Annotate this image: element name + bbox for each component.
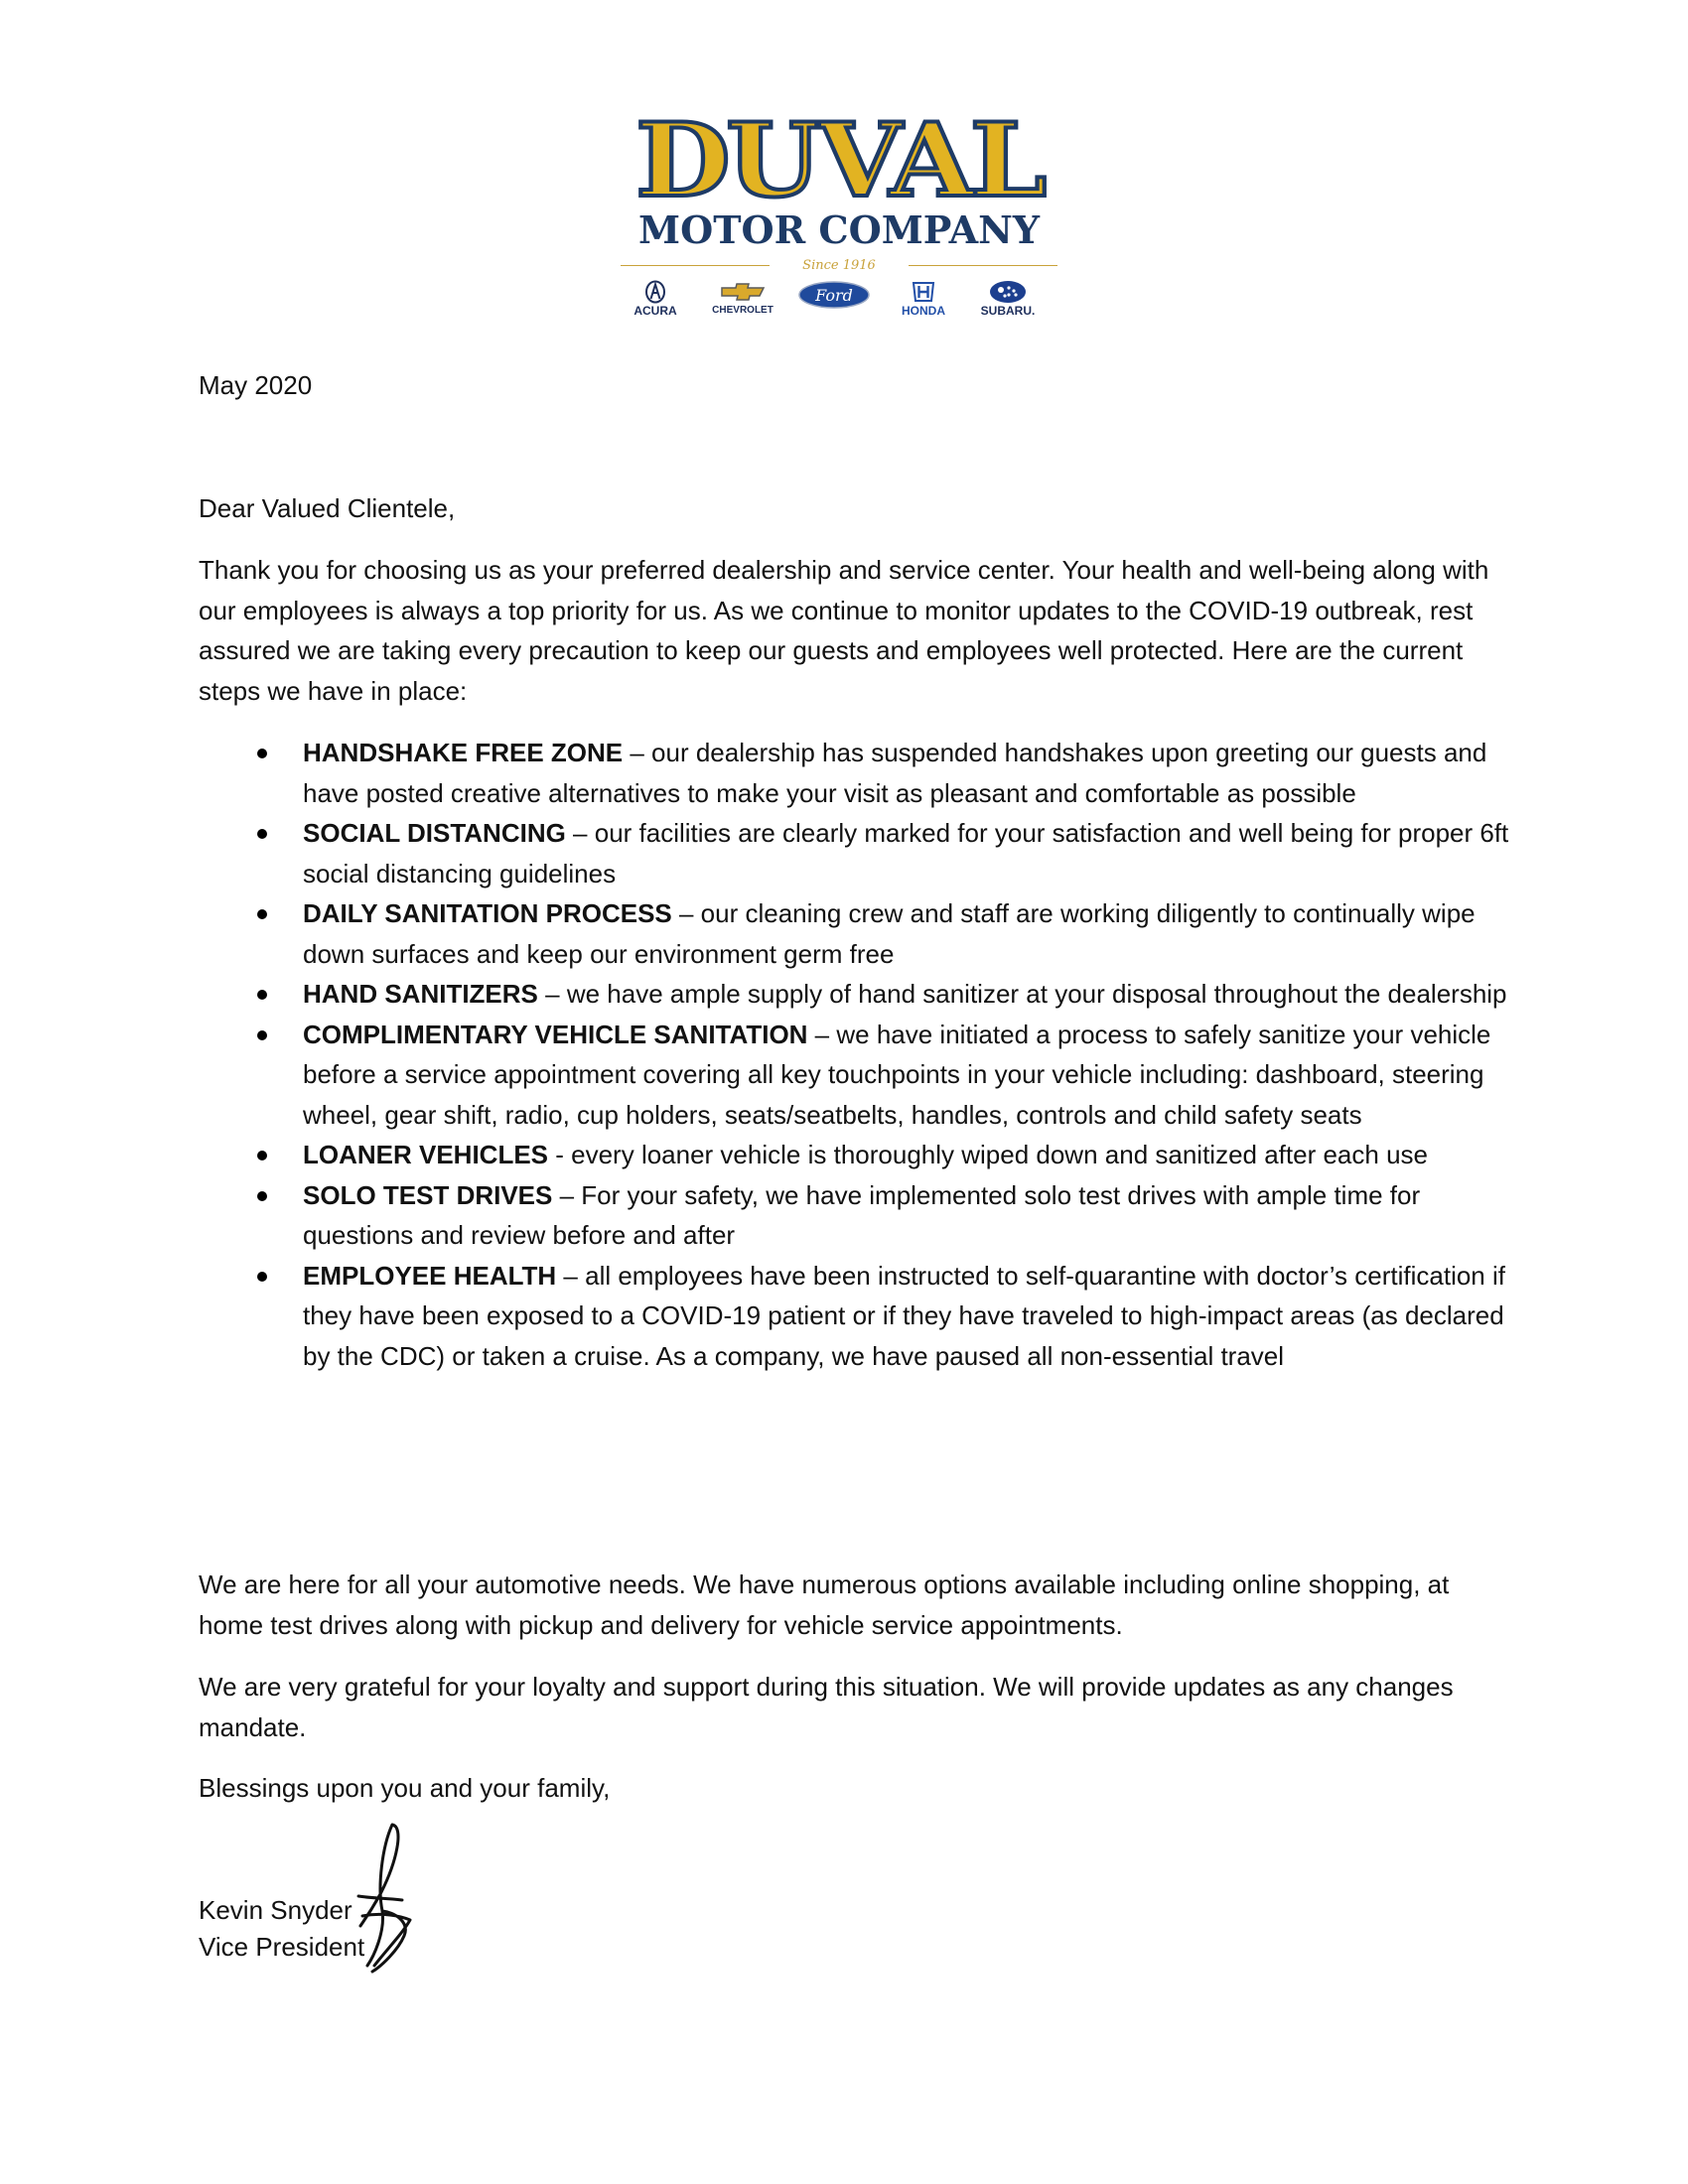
brand-ford — [794, 280, 874, 322]
measure-title: COMPLIMENTARY VEHICLE SANITATION — [303, 1019, 808, 1049]
list-item — [199, 974, 1509, 1015]
measure-title: LOANER VEHICLES — [303, 1140, 549, 1169]
brand-subaru-name: SUBARU. — [980, 304, 1036, 318]
list-item — [199, 1015, 1509, 1136]
gratitude-paragraph: We are very grateful for your loyalty and support during this situation. We will provide updates as any changes mandate. — [199, 1672, 1454, 1742]
brand-subaru — [968, 280, 1048, 322]
measure-text: – For your safety, we have implemented solo test drives with ample time for questions and review before and after — [303, 1179, 1421, 1250]
intro-paragraph: Thank you for choosing us as your preferred dealership and service center. Your health and well-being along with our employees is always a top priority for us. As we continue to monitor updates to the COVID-19 outbreak, rest assured we are taking every precaution to keep our guests and employees well protected. Here are the current steps we have in place: — [199, 555, 1489, 706]
list-item — [199, 733, 1509, 813]
since-rule-left — [621, 265, 770, 266]
measure-text: – all employees have been instructed to self-quarantine with doctor’s certification if they have been exposed to a COVID-19 patient or if they have traveled to high-impact areas (as declared by the CDC) or taken a cruise. As a company, we have paused all non-essential travel — [303, 1260, 1505, 1371]
measure-text: – our cleaning crew and staff are working diligently to continually wipe down surfaces and keep our environment germ free — [303, 898, 1476, 969]
bullet-icon — [257, 990, 267, 1000]
bullet-icon — [257, 1272, 267, 1282]
since-rule-right — [909, 265, 1057, 266]
bullet-icon — [257, 909, 267, 919]
measure-text: – our facilities are clearly marked for your satisfaction and well being for proper 6ft social distancing guidelines — [303, 818, 1509, 888]
measure-text: – we have initiated a process to safely sanitize your vehicle before a service appointment covering all key touchpoints in your vehicle including: dashboard, steering wheel, gear shift, radio, cup holders, seats/seatbelts, handles, controls and child safety seats — [303, 1019, 1491, 1130]
brand-ford-name: Ford — [815, 286, 853, 305]
bullet-icon — [257, 829, 267, 839]
measure-text: – our dealership has suspended handshakes upon greeting our guests and have posted creative alternatives to make your visit as pleasant and comfortable as possible — [303, 738, 1487, 808]
since-line — [621, 256, 1057, 276]
precautions-list — [199, 733, 1509, 1376]
measure-title: SOCIAL DISTANCING — [303, 818, 566, 848]
bullet-icon — [257, 749, 267, 758]
logo-wordmark: DUVAL — [635, 101, 1043, 220]
signer-name: Kevin Snyder — [199, 1895, 352, 1925]
chevrolet-bowtie-icon — [720, 280, 766, 304]
signer-title: Vice President — [199, 1932, 365, 1962]
since-text: Since 1916 — [802, 258, 876, 273]
bullet-icon — [257, 1030, 267, 1040]
logo-subtitle: MOTOR COMPANY — [638, 207, 1040, 252]
brand-honda — [884, 280, 963, 322]
list-item — [199, 1135, 1509, 1175]
list-item — [199, 1256, 1509, 1377]
brand-acura — [616, 280, 695, 322]
services-paragraph: We are here for all your automotive needs. We have numerous options available including online shopping, at home test drives along with pickup and delivery for vehicle service appointments. — [199, 1570, 1450, 1640]
measure-title: HAND SANITIZERS — [303, 979, 538, 1009]
measure-title: EMPLOYEE HEALTH — [303, 1260, 557, 1291]
measure-title: HANDSHAKE FREE ZONE — [303, 738, 624, 767]
brand-chevrolet — [703, 280, 782, 322]
measure-title: DAILY SANITATION PROCESS — [303, 898, 672, 928]
brand-honda-name: HONDA — [902, 304, 945, 318]
measure-text: – we have ample supply of hand sanitizer at your disposal throughout the dealership — [537, 979, 1507, 1009]
list-item — [199, 1175, 1509, 1256]
letterhead — [616, 101, 1062, 320]
brand-logos — [616, 280, 1062, 322]
ford-oval-icon — [797, 280, 871, 310]
list-item — [199, 813, 1509, 893]
brand-chevrolet-name: CHEVROLET — [712, 305, 774, 316]
bullet-icon — [257, 1191, 267, 1201]
brand-acura-name: ACURA — [633, 304, 677, 318]
bullet-icon — [257, 1151, 267, 1160]
subaru-stars-icon — [988, 280, 1028, 304]
measure-title: SOLO TEST DRIVES — [303, 1179, 553, 1210]
acura-icon — [644, 280, 666, 304]
letter-date: May 2020 — [199, 370, 313, 400]
closing-line: Blessings upon you and your family, — [199, 1773, 611, 1803]
honda-h-icon — [911, 280, 936, 304]
list-item — [199, 893, 1509, 974]
salutation: Dear Valued Clientele, — [199, 493, 456, 523]
measure-text: - every loaner vehicle is thoroughly wiped down and sanitized after each use — [548, 1140, 1428, 1169]
